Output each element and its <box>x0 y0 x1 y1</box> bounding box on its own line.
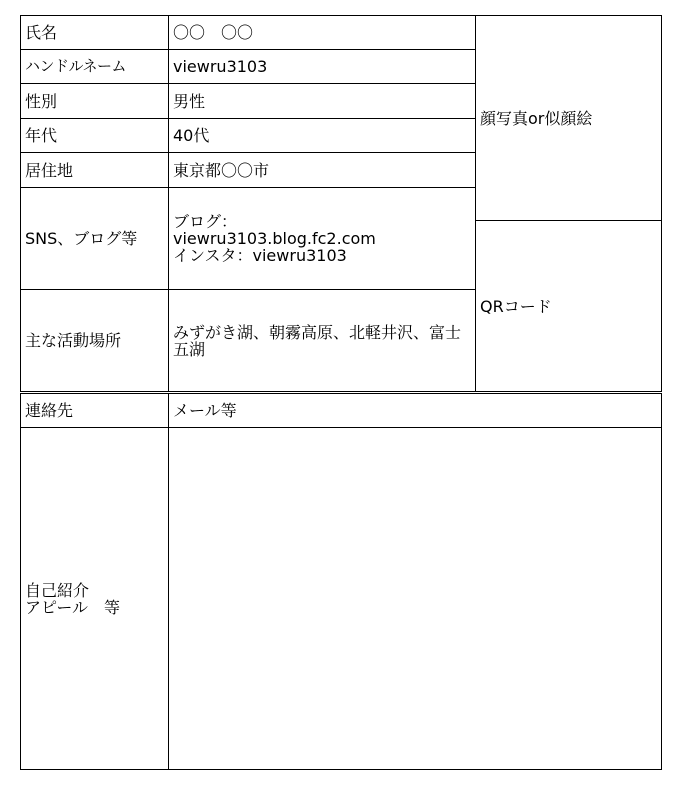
photo-label: 顔写真or似顔絵 <box>480 108 593 128</box>
value-name <box>168 15 476 50</box>
value-age <box>168 118 476 153</box>
sns-lines <box>173 213 376 264</box>
sns-blog-label: ブログ： <box>173 212 238 231</box>
value-name-text: 〇〇 〇〇 <box>173 23 254 42</box>
label-gender <box>20 83 169 119</box>
value-contact <box>168 393 662 428</box>
value-residence-text: 東京都〇〇市 <box>173 160 270 180</box>
sns-instagram: インスタ：viewru3103 <box>173 246 347 265</box>
label-activity-text: 主な活動場所 <box>25 331 122 350</box>
qr-box <box>475 220 662 392</box>
label-handle-text: ハンドルネーム <box>25 57 127 75</box>
value-intro <box>168 427 662 770</box>
label-name-text: 氏名 <box>25 23 58 42</box>
value-age-text: 40代 <box>173 126 210 145</box>
label-intro <box>20 427 169 770</box>
value-contact-text: メール等 <box>173 401 237 420</box>
label-age-text: 年代 <box>25 126 58 145</box>
photo-box <box>475 15 662 221</box>
value-residence <box>168 152 476 188</box>
label-contact-text: 連絡先 <box>25 401 74 420</box>
label-residence-text: 居住地 <box>25 160 74 180</box>
intro-label-line-1: 自己紹介 <box>25 580 90 600</box>
value-activity <box>168 289 476 392</box>
label-gender-text: 性別 <box>25 91 58 111</box>
label-name <box>20 15 169 50</box>
label-activity <box>20 289 169 392</box>
sns-blog-url: viewru3103.blog.fc2.com <box>173 229 376 248</box>
qr-label: QRコード <box>480 296 552 316</box>
label-residence <box>20 152 169 188</box>
intro-label-lines <box>25 582 120 616</box>
value-activity-text: みずがき湖、朝霧高原、北軽井沢、富士五湖 <box>173 322 462 359</box>
value-handle <box>168 49 476 84</box>
label-handle <box>20 49 169 84</box>
intro-label-line-2: アピール 等 <box>25 597 121 617</box>
value-handle-text: viewru3103 <box>173 57 268 76</box>
label-sns <box>20 187 169 290</box>
label-sns-text: SNS、ブログ等 <box>25 229 138 248</box>
label-age <box>20 118 169 153</box>
value-sns <box>168 187 476 290</box>
value-gender <box>168 83 476 119</box>
label-contact <box>20 393 169 428</box>
value-gender-text: 男性 <box>173 91 206 111</box>
